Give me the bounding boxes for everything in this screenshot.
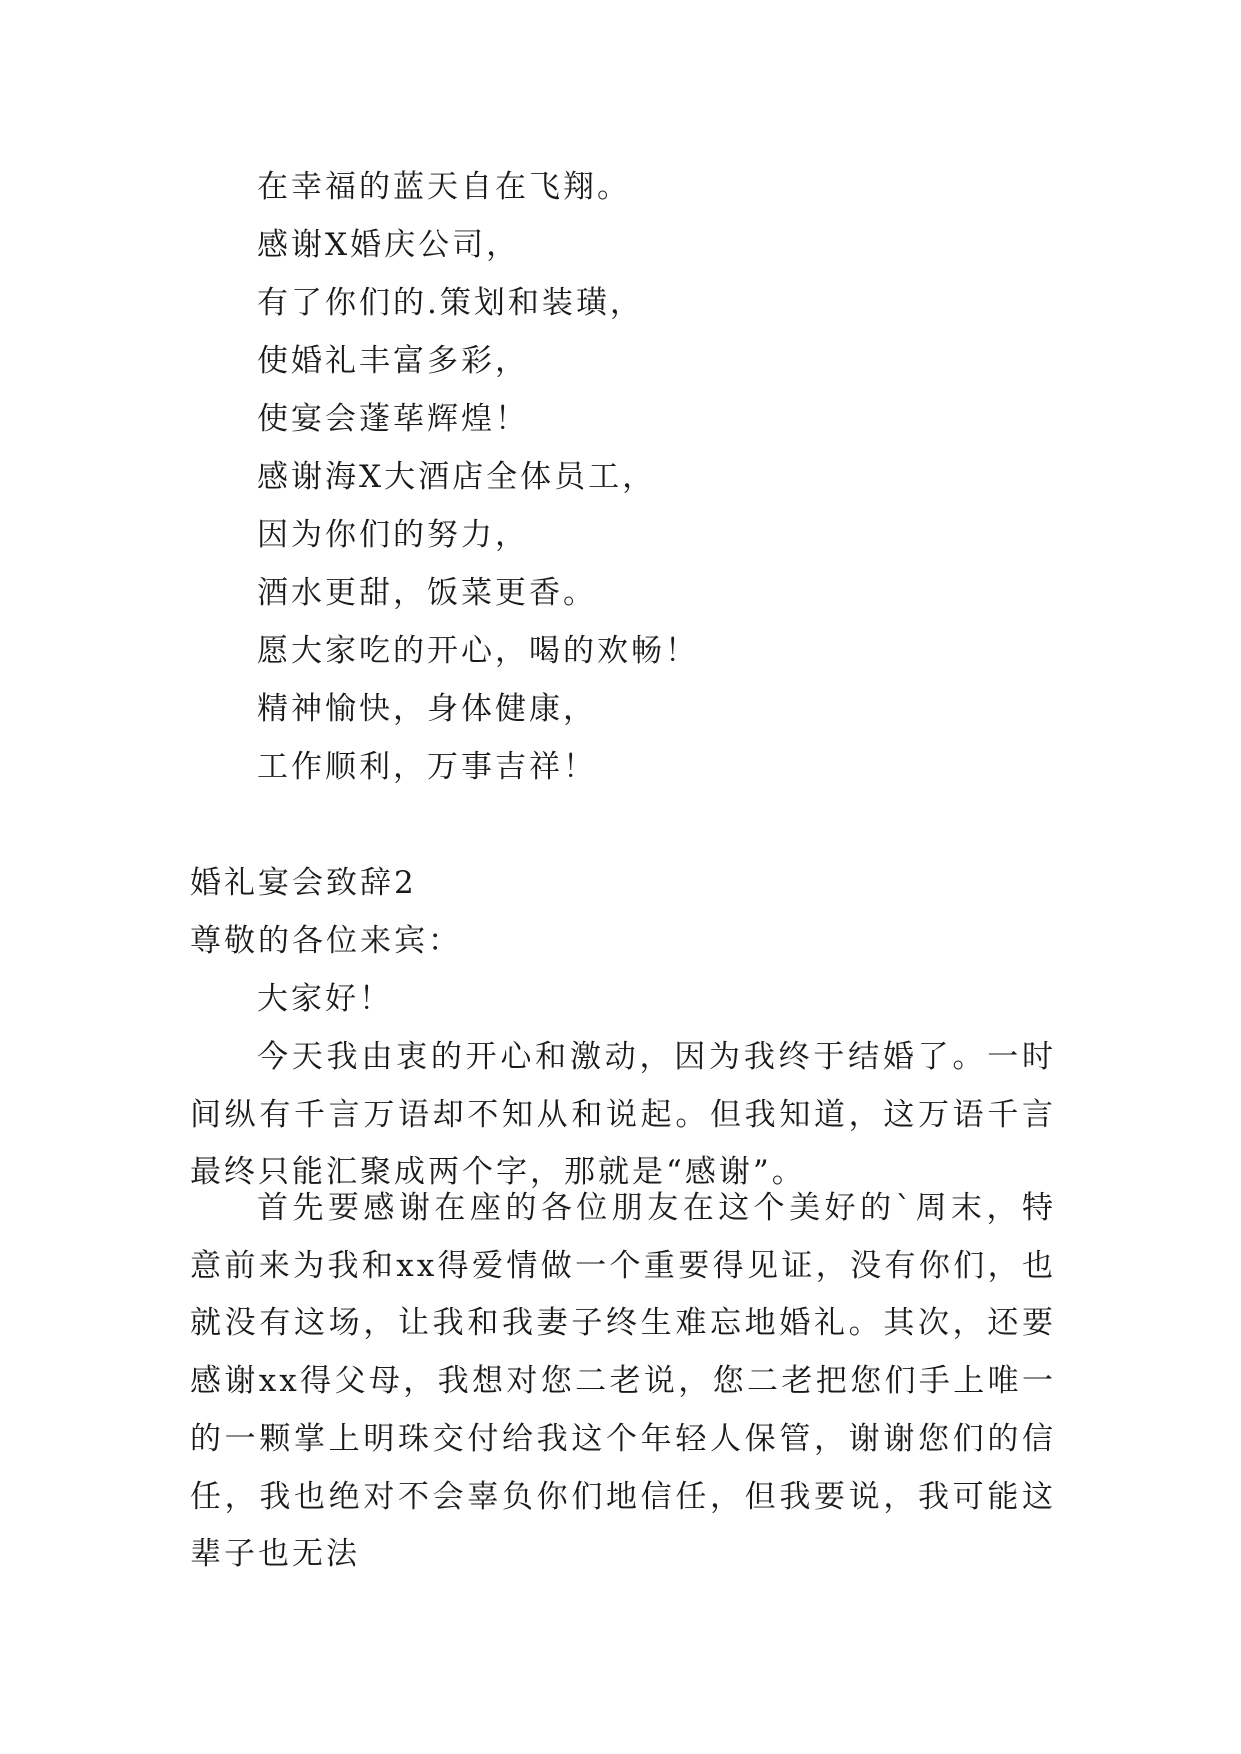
poem-line: 感谢X婚庆公司， (257, 227, 521, 263)
poem-line: 因为你们的努力， (257, 517, 529, 553)
poem-line: 酒水更甜，饭菜更香。 (257, 575, 597, 611)
body-paragraph: 今天我由衷的开心和激动，因为我终于结婚了。一时间纵有千言万语却不知从和说起。但我知道，这万语千言最终只能汇聚成两个字，那就是“感谢”。 (190, 1039, 1056, 1191)
poem-line: 有了你们的.策划和装璜， (257, 285, 644, 321)
poem-line: 使婚礼丰富多彩， (257, 343, 529, 379)
poem-line: 使宴会蓬荜辉煌！ (257, 401, 529, 437)
poem-line: 感谢海X大酒店全体员工， (257, 459, 657, 495)
salutation: 尊敬的各位来宾： (190, 923, 462, 959)
body-paragraph: 首先要感谢在座的各位朋友在这个美好的`周末，特意前来为我和xx得爱情做一个重要得见证，没有你们，也就没有这场，让我和我妻子终生难忘地婚礼。其次，还要感谢xx得父母，我想对您二老说，您二老把您们手上唯一的一颗掌上明珠交付给我这个年轻人保管，谢谢您们的信任，我也绝对不会辜负你们地信任，但我要说，我可能这辈子也无法 (190, 1190, 1056, 1573)
poem-line: 在幸福的蓝天自在飞翔。 (257, 169, 631, 205)
poem-line: 愿大家吃的开心，喝的欢畅！ (257, 633, 699, 669)
section-title: 婚礼宴会致辞2 (190, 865, 417, 901)
poem-line: 工作顺利，万事吉祥！ (257, 749, 597, 785)
greeting: 大家好！ (257, 981, 393, 1017)
poem-line: 精神愉快，身体健康， (257, 691, 597, 727)
